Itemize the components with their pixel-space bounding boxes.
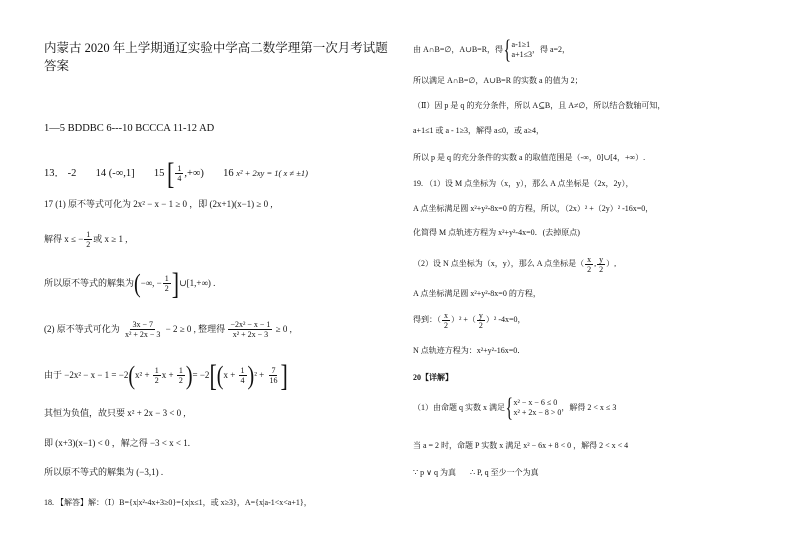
ans15-label: 15 [153, 168, 165, 179]
r-line9: （2）设 N 点坐标为（x，y），那么 A 点坐标是（ $\frac{x}{2}$ , $\frac{y}{2}$ ）, [413, 254, 617, 274]
r-line12: N 点轨迹方程为：x²+y²-16x=0． [413, 346, 526, 355]
q17-line3: 所以原不等式的解集为(−∞, − $\frac{1}{2}$ ]∪[1,+∞) . [44, 265, 216, 301]
ans13: 13． -2 [44, 168, 77, 179]
r-line15: 当 a = 2 时，命题 P 实数 x 满足 x² − 6x + 8 < 0 ，解得 2 < x < 4 [413, 441, 629, 450]
q17-line1: 17 (1) 原不等式可化为 2x² − x − 1 ≥ 0 ，即 (2x+1)(x−1) ≥ 0 , [44, 199, 273, 209]
fill-answers: 13． -2 14 (-∞,1] 15 [ $\frac{1}{4}$ ,+∞) 16 x² + 2xy = 1( x ≠ ±1) [44, 155, 308, 191]
doc-subtitle: 答案 [44, 59, 70, 73]
r-line3: （Ⅱ）因 p 是 q 的充分条件，所以 A⊆B，且 A≠∅，所以结合数轴可知， [413, 101, 666, 110]
r-line5: 所以 p 是 q 的充分条件的实数 a 的取值范围是（-∞，0]∪[4，+∞）. [413, 153, 646, 162]
r-line14: （1）由命题 q 实数 x 满足{ x² − x − 6 ≤ 0 x² + 2x − 8 > 0 ，解得 2 < x ≤ 3 [413, 393, 617, 423]
r-line13: 20【详解】 [413, 373, 453, 382]
right-column [397, 0, 794, 560]
r-line4: a+1≤1 或 a - 1≥3，解得 a≤0，或 a≥4， [413, 126, 544, 135]
doc-title: 内蒙古 2020 年上学期通辽实验中学高二数学理第一次月考试题 [44, 41, 388, 55]
q17-line8: 所以原不等式的解集为 (−3,1) . [44, 467, 164, 477]
r-line8: 化简得 M 点轨迹方程为 x²+y²-4x=0．(去掉原点) [413, 228, 580, 237]
ans14: 14 (-∞,1] [95, 168, 135, 179]
r-line7: A 点坐标满足圆 x²+y²-8x=0 的方程，所以，（2x）² +（2y）² -16x=0， [413, 204, 654, 213]
r-line2: 所以满足 A∩B=∅，A∪B=R 的实数 a 的值为 2； [413, 76, 583, 85]
q17-line4: (2) 原不等式可化为 $\frac{3x - 7}{\text{x² + 2x − 3}}$ − 2 ≥ 0 , 整理得 $\frac{\text{−2x² − x − 1}}{\text{x² + 2x − 3}}$ ≥ 0 , [44, 320, 292, 340]
q17-line7: 即 (x+3)(x−1) < 0 ，解之得 −3 < x < 1. [44, 438, 190, 448]
ans15-tail: ,+∞) [184, 168, 204, 179]
r-line10: A 点坐标满足圆 x²+y²-8x=0 的方程， [413, 289, 541, 298]
q18-line1: 18. 【解答】解：（Ⅰ）B={x|x²-4x+3≥0}={x|x≤1，或 x≥3}，A={x|a-1<x<a+1}， [44, 498, 312, 507]
q17-line5: 由于 −2x² − x − 1 = −2(x² + $\frac{1}{2}$ x + $\frac{1}{2}$ )= −2[(x + $\frac{1}{4}$ )² + $\frac{7}{16}$ ] [44, 357, 288, 393]
q17-line6: 其恒为负值，故只要 x² + 2x − 3 < 0 , [44, 408, 186, 418]
r-line11: 得到：（ $\frac{x}{2}$ ）² +（ $\frac{y}{2}$ ）² -4x=0， [413, 310, 526, 330]
ans16-expr: x² + 2xy = 1( x ≠ ±1) [236, 168, 308, 178]
mc-answers: 1—5 BDDBC 6---10 BCCCA 11-12 AD [44, 123, 215, 134]
ans16-label: 16 [223, 168, 234, 179]
r-line1: 由 A∩B=∅，A∪B=R，得{ a-1≥1 a+1≤3 ，得 a=2， [413, 35, 571, 65]
q17-line2: 解得 x ≤ − $\frac{1}{2}$ 或 x ≥ 1 , [44, 230, 128, 250]
r-line6: 19. （1）设 M 点坐标为（x，y），那么 A 点坐标是（2x，2y）， [413, 179, 634, 188]
r-line16: ∵ p ∨ q 为真 ∴ P, q 至少一个为真 [413, 468, 539, 477]
